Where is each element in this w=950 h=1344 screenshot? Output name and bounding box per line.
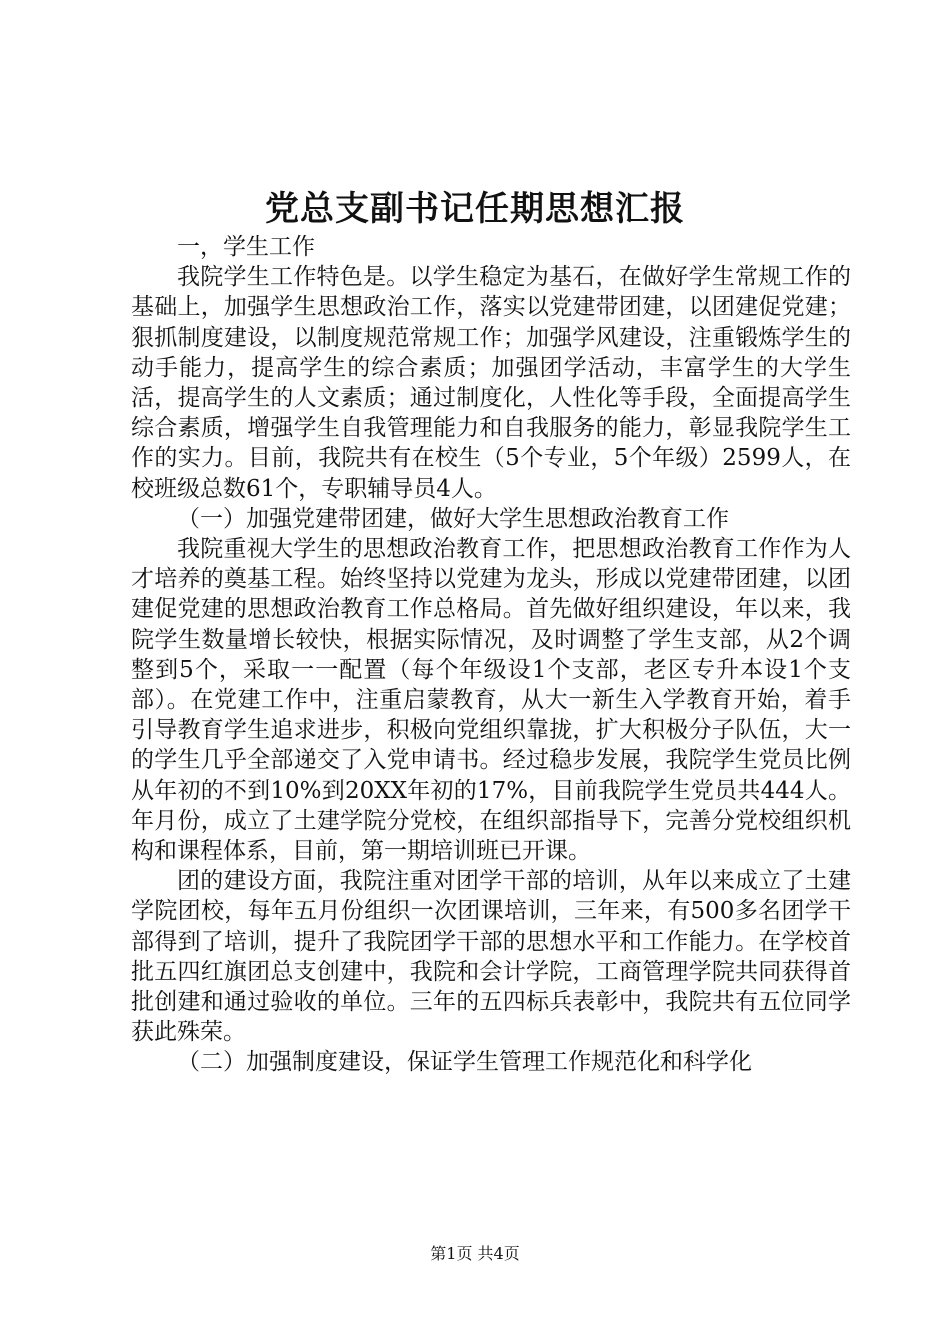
subsection-heading-party-building: （一）加强党建带团建，做好大学生思想政治教育工作 <box>177 505 729 532</box>
section-heading-student-work: 一，学生工作 <box>177 234 315 260</box>
page-footer: 第1页 共4页 <box>430 1244 520 1263</box>
document-body <box>131 232 851 1078</box>
subsection-heading-system-building: （二）加强制度建设，保证学生管理工作规范化和科学化 <box>177 1049 752 1076</box>
paragraph-party-building: 我院重视大学生的思想政治教育工作，把思想政治教育工作作为人才培养的奠基工程。始终坚持以党建为龙头，形成以党建带团建，以团建促党建的思想政治教育工作总格局。首先做好组织建设，年以来，我院学生数量增长较快，根据实际情况，及时调整了学生支部，从2个调整到5个，采取一一配置（每个年级设1个支部，老区专升本设1个支部）。在党建工作中，注重启蒙教育，从大一新生入学教育开始，着手引导教育学生追求进步，积极向党组织靠拢，扩大积极分子队伍，大一的学生几乎全部递交了入党申请书。经过稳步发展，我院学生党员比例从年初的不到10%到20XX年初的17%，目前我院学生党员共444人。年月份，成立了土建学院分党校，在组织部指导下，完善分党校组织机构和课程体系，目前，第一期培训班已开课。 <box>131 536 851 865</box>
paragraph-student-work-overview: 我院学生工作特色是。以学生稳定为基石，在做好学生常规工作的基础上，加强学生思想政治工作，落实以党建带团建，以团建促党建；狠抓制度建设，以制度规范常规工作；加强学风建设，注重锻炼学生的动手能力，提高学生的综合素质；加强团学活动，丰富学生的大学生活，提高学生的人文素质；通过制度化，人性化等手段，全面提高学生综合素质，增强学生自我管理能力和自我服务的能力，彰显我院学生工作的实力。目前，我院共有在校生（5个专业，5个年级）2599人，在校班级总数61个，专职辅导员4人。 <box>131 264 851 502</box>
paragraph-league-building: 团的建设方面，我院注重对团学干部的培训，从年以来成立了土建学院团校，每年五月份组织一次团课培训，三年来，有500多名团学干部得到了培训，提升了我院团学干部的思想水平和工作能力。在学校首批五四红旗团总支创建中，我院和会计学院，工商管理学院共同获得首批创建和通过验收的单位。三年的五四标兵表彰中，我院共有五位同学获此殊荣。 <box>131 868 851 1046</box>
document-title: 党总支副书记任期思想汇报 <box>265 189 685 229</box>
